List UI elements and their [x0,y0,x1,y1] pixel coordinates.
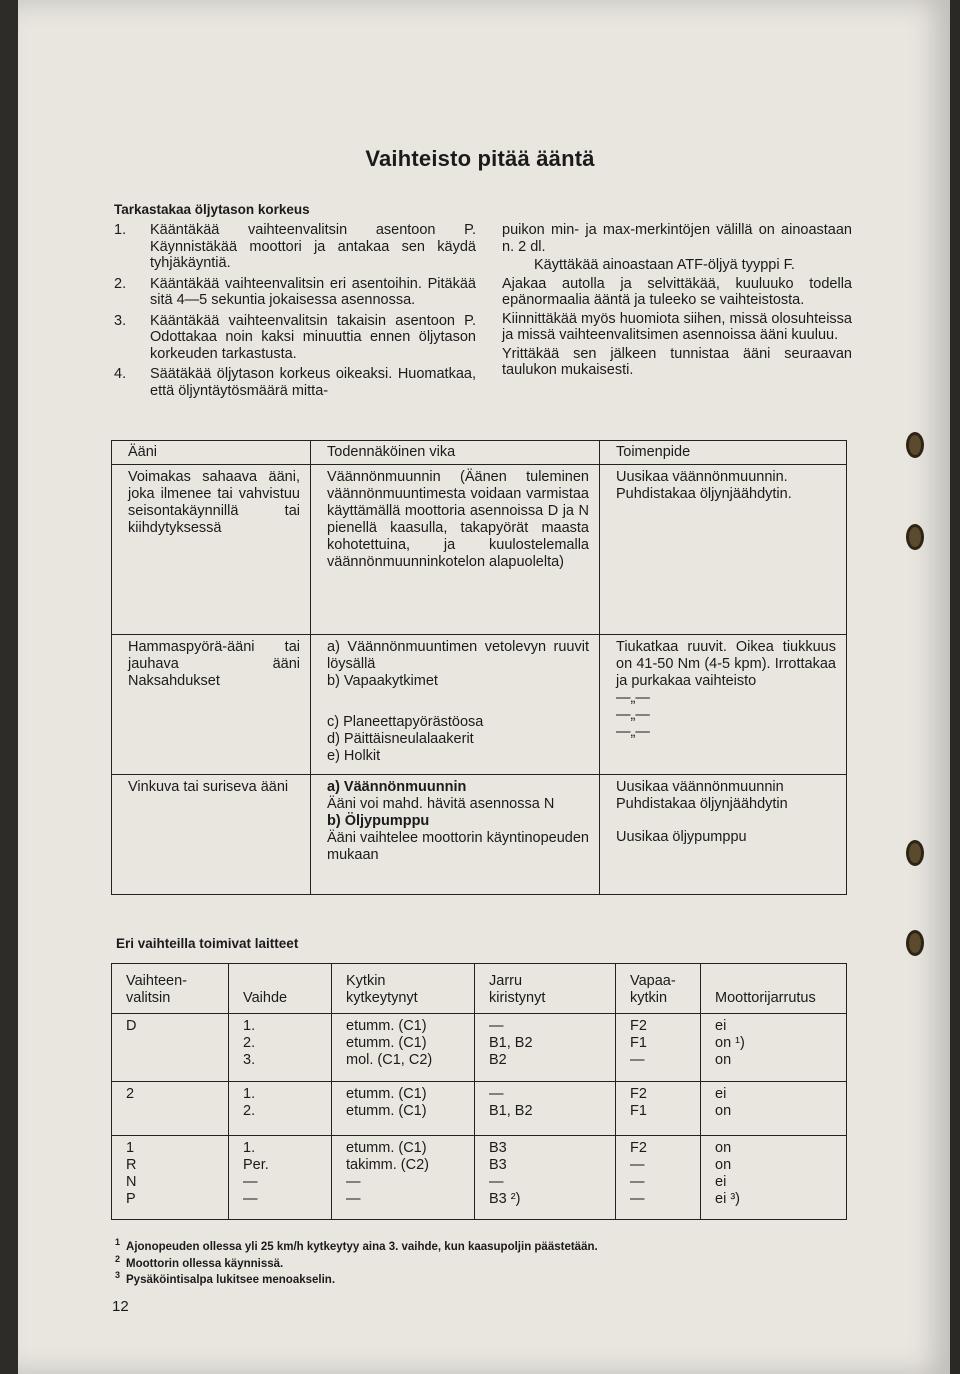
paragraph: Kiinnittäkää myös huomiota siihen, missä olosuhteissa ja missä vaihteenvalitsimen asennoissa ääni kuuluu. [502,310,852,343]
step-text: Kääntäkää vaihteenvalitsin asentoon P. Käynnistäkää moottori ja antakaa sen käydä tyhjäkäyntiä. [150,222,476,271]
action-text: Uusikaa väännönmuunnin. [616,469,788,485]
action-text: —„— [616,690,650,706]
step-number: 2. [114,275,127,292]
right-page-edge [950,0,960,1374]
page-number: 12 [112,1298,129,1315]
step-text: Kääntäkää vaihteenvalitsin eri asentoihin. Pitäkää sitä 4—5 sekuntia jokaisessa asennossa. [150,275,476,308]
clutch-cell: etumm. (C1) etumm. (C1) mol. (C1, C2) [332,1014,475,1082]
freewheel-cell: F2 F1 [616,1082,701,1136]
gear-cell: 1. 2. 3. [229,1014,332,1082]
devices-table [111,963,847,1220]
brake-cell: — B1, B2 [475,1082,616,1136]
cause-cell [311,465,600,635]
table-header-row [112,964,847,1014]
cause-text: e) Holkit [327,748,381,764]
step-item [114,313,476,363]
action-text: Puhdistakaa öljynjäähdytin [616,796,788,812]
table-row [112,775,847,895]
footnote-text: Ajonopeuden ollessa yli 25 km/h kytkeytyy aina 3. vaihde, kun kaasupoljin päästetään. [126,1240,598,1253]
cause-cell [311,635,600,775]
footnote [115,1237,598,1253]
step-number: 4. [114,366,127,382]
sound-text: Vinkuva tai suriseva ääni [128,779,289,795]
header-freewheel: Vapaa- kytkin [616,964,701,1014]
table-row [112,635,847,775]
check-continued-column [502,222,852,381]
table-row [112,1082,847,1136]
header-clutch: Kytkin kytkeytynyt [332,964,475,1014]
step-item [114,222,476,272]
paragraph: Ajakaa autolla ja selvittäkää, kuuluuko todella epänormaalia ääntä ja tuleeko se vaihteistosta. [502,275,852,308]
header-selector: Vaihteen- valitsin [112,964,229,1014]
sound-cell [112,635,311,775]
clutch-cell: etumm. (C1) etumm. (C1) [332,1082,475,1136]
action-text: Puhdistakaa öljynjäähdytin. [616,486,792,502]
action-text: Uusikaa väännönmuunnin [616,779,784,795]
step-number: 3. [114,312,127,329]
header-cause: Todennäköinen vika [311,441,600,465]
paragraph: puikon min- ja max-merkintöjen välillä on ainoastaan n. 2 dl. [502,222,852,255]
sound-text: Hammaspyörä-ääni tai jauhava ääni Naksahdukset [128,639,300,689]
binder-hole-icon [906,432,924,458]
selector-cell: 2 [112,1082,229,1136]
freewheel-cell: F2 — — — [616,1136,701,1220]
action-cell [600,635,847,775]
sound-cell [112,465,311,635]
cause-text: c) Planeettapyörästöosa [327,714,484,730]
binder-hole-icon [906,524,924,550]
engine-brake-cell: ei on [701,1082,847,1136]
action-text: Tiukatkaa ruuvit. Oikea tiukkuus on 41-50 Nm (4-5 kpm). Irrottakaa ja purkakaa vaihteisto [616,639,836,689]
devices-heading: Eri vaihteilla toimivat laitteet [116,936,299,951]
action-cell [600,465,847,635]
binder-hole-icon [906,840,924,866]
footnote-text: Pysäköintisalpa lukitsee menoakselin. [126,1273,336,1286]
check-steps [114,222,476,403]
step-number: 1. [114,222,127,238]
action-cell [600,775,847,895]
footnote-mark: 3 [115,1270,121,1280]
footnote-text: Moottorin ollessa käynnissä. [126,1257,284,1270]
cause-cell [311,775,600,895]
cause-text: b) Öljypumppu [327,813,430,829]
engine-brake-cell: ei on ¹) on [701,1014,847,1082]
sound-cell [112,775,311,895]
cause-text: a) Väännönmuunnin [327,779,467,795]
header-action: Toimenpide [600,441,847,465]
header-brake: Jarru kiristynyt [475,964,616,1014]
table-row [112,1136,847,1220]
check-heading: Tarkastakaa öljytason korkeus [114,202,310,217]
table-header-row [112,441,847,465]
left-page-edge [0,0,18,1374]
table-row [112,465,847,635]
paragraph: Käyttäkää ainoastaan ATF-öljyä tyyppi F. [534,257,795,273]
cause-text: a) Väännönmuuntimen vetolevyn ruuvit löysällä [327,639,589,672]
step-item [114,366,476,399]
footnote [115,1254,283,1270]
footnote-mark: 1 [115,1237,121,1247]
page-title: Vaihteisto pitää ääntä [365,146,595,171]
header-engine-brake: Moottorijarrutus [701,964,847,1014]
header-gear: Vaihde [229,964,332,1014]
action-text: —„— [616,707,650,723]
step-text: Kääntäkää vaihteenvalitsin takaisin asentoon P. Odottakaa noin kaksi minuuttia ennen öljytason korkeuden tarkastusta. [150,312,476,362]
cause-text: Ääni vaihtelee moottorin käyntinopeuden mukaan [327,830,589,863]
sound-text: Voimakas sahaava ääni, joka ilmenee tai vahvistuu seisontakäynnillä tai kiihdytyksessä [128,469,300,536]
table-row [112,1014,847,1082]
header-sound: Ääni [112,441,311,465]
brake-cell: — B1, B2 B2 [475,1014,616,1082]
gear-cell: 1. Per. — — [229,1136,332,1220]
brake-cell: B3 B3 — B3 ²) [475,1136,616,1220]
clutch-cell: etumm. (C1) takimm. (C2) — — [332,1136,475,1220]
action-text: —„— [616,724,650,740]
cause-text: Ääni voi mahd. hävitä asennossa N [327,796,555,812]
noise-table [111,440,847,895]
gear-cell: 1. 2. [229,1082,332,1136]
footnote [115,1270,335,1286]
footnote-mark: 2 [115,1254,121,1264]
binder-hole-icon [906,930,924,956]
paragraph: Yrittäkää sen jälkeen tunnistaa ääni seuraavan taulukon mukaisesti. [502,345,852,378]
selector-cell: 1 R N P [112,1136,229,1220]
freewheel-cell: F2 F1 — [616,1014,701,1082]
cause-text: Väännönmuunnin (Äänen tuleminen väännönmuuntimesta voidaan varmistaa käyttämällä moottoria asennoissa D ja N pienellä kaasulla, takapyörät maasta kohotettuina, ja kuulostelemalla väännönmuunninkotelon alapuolelta) [327,469,589,570]
selector-cell: D [112,1014,229,1082]
step-item [114,276,476,309]
engine-brake-cell: on on ei ei ³) [701,1136,847,1220]
step-text: Säätäkää öljytason korkeus oikeaksi. Huomatkaa, että öljyntäytösmäärä mitta- [150,366,476,399]
cause-text: b) Vapaakytkimet [327,673,438,689]
action-text: Uusikaa öljypumppu [616,829,747,845]
cause-text: d) Päittäisneulalaakerit [327,731,474,747]
